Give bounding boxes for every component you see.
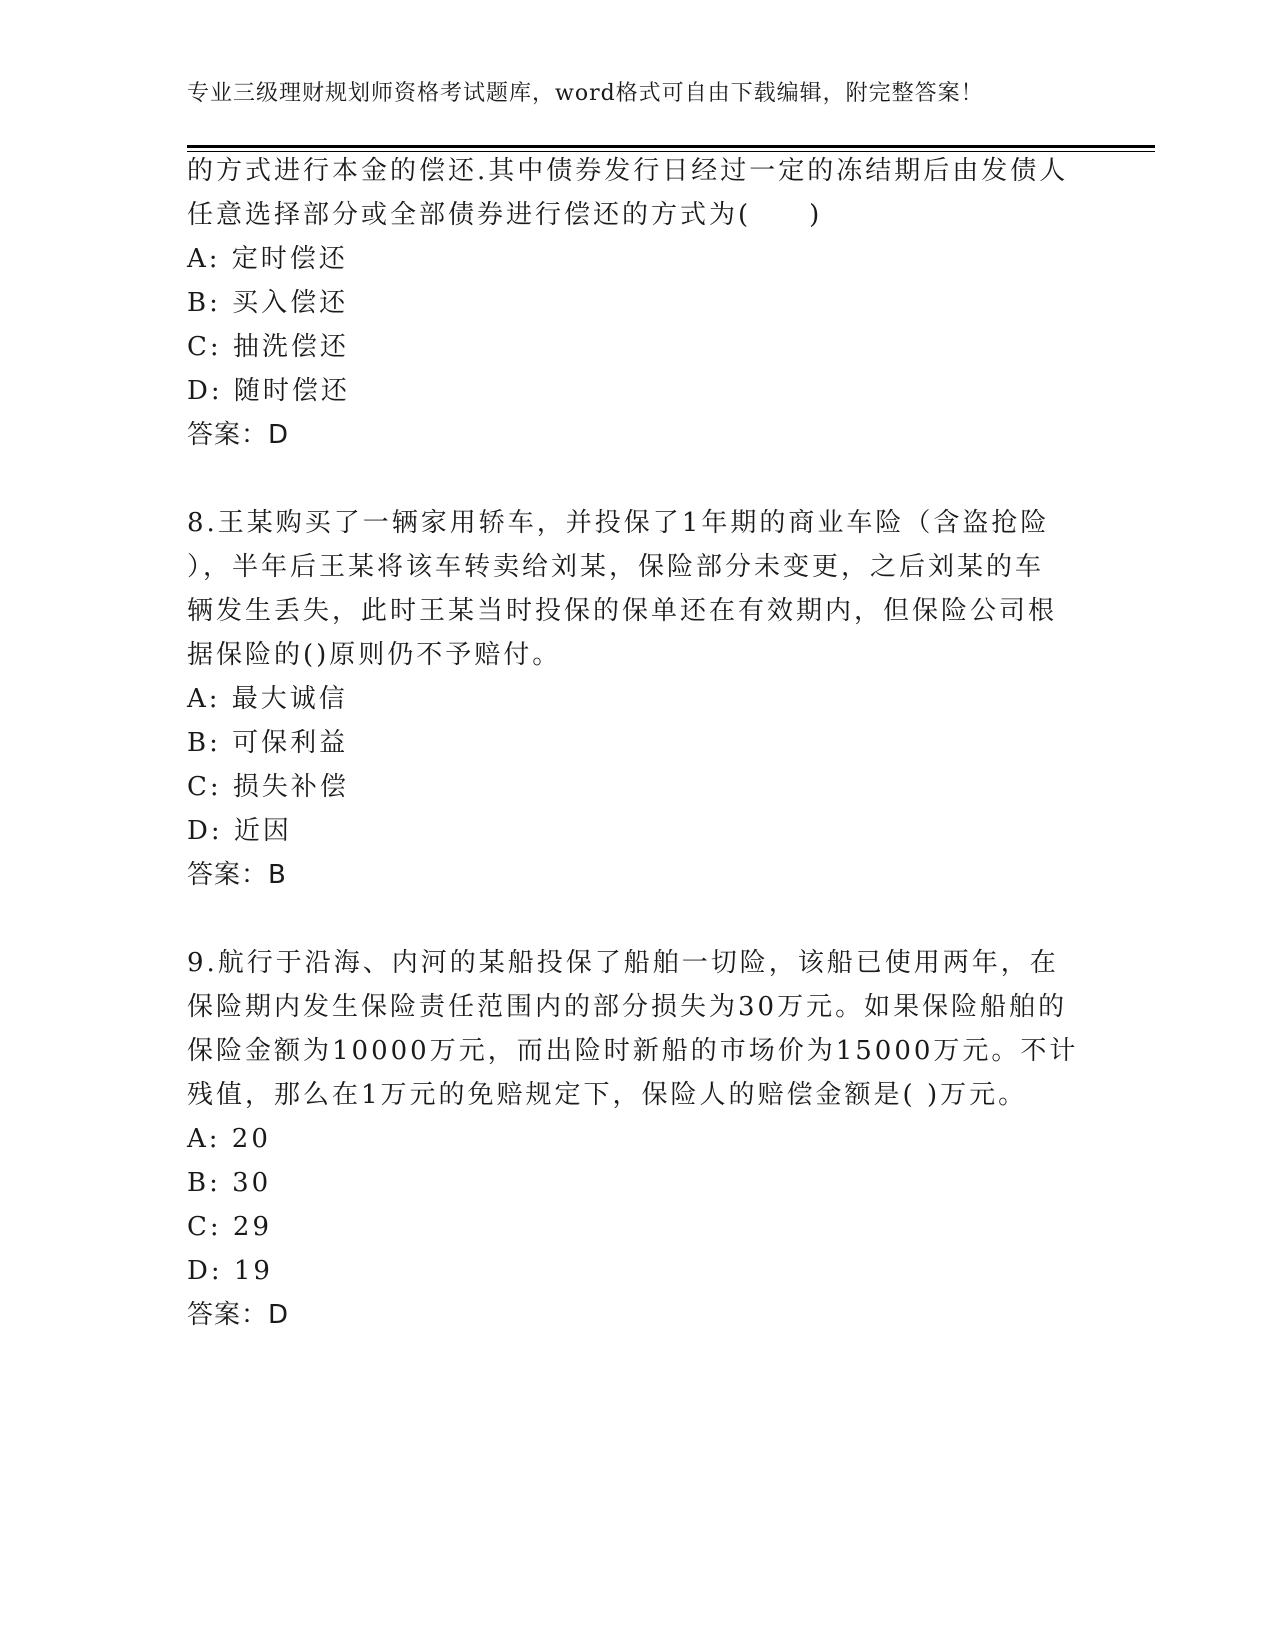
q9-stem-line: 残值，那么在1万元的免赔规定下，保险人的赔偿金额是( )万元。 bbox=[187, 1080, 1028, 1110]
q7-option-c: C: 抽洗偿还 bbox=[187, 332, 349, 362]
q8-answer: 答案：B bbox=[187, 860, 287, 890]
q8-stem-line: 辆发生丢失，此时王某当时投保的保单还在有效期内，但保险公司根 bbox=[187, 596, 1058, 626]
q9-stem-line: 保险期内发生保险责任范围内的部分损失为30万元。如果保险船舶的 bbox=[187, 992, 1068, 1022]
q9-stem-line: 9.航行于沿海、内河的某船投保了船舶一切险，该船已使用两年，在 bbox=[187, 948, 1059, 978]
q7-option-a: A: 定时偿还 bbox=[187, 244, 348, 274]
q9-stem-line: 保险金额为10000万元，而出险时新船的市场价为15000万元。不计 bbox=[187, 1036, 1079, 1066]
q8-stem-line: 据保险的()原则仍不予赔付。 bbox=[187, 640, 562, 670]
q9-option-b: B: 30 bbox=[187, 1168, 272, 1198]
q8-stem-line: ），半年后王某将该车转卖给刘某，保险部分未变更，之后刘某的车 bbox=[187, 552, 1045, 582]
q7-answer: 答案：D bbox=[187, 420, 290, 450]
q8-option-c: C: 损失补偿 bbox=[187, 772, 349, 802]
q8-option-b: B: 可保利益 bbox=[187, 728, 349, 758]
q8-option-d: D: 近因 bbox=[187, 816, 292, 846]
q8-stem-line: 8.王某购买了一辆家用轿车，并投保了1年期的商业车险（含盗抢险 bbox=[187, 508, 1050, 538]
q7-option-d: D: 随时偿还 bbox=[187, 376, 350, 406]
q9-option-d: D: 19 bbox=[187, 1256, 273, 1286]
q9-option-a: A: 20 bbox=[187, 1124, 271, 1154]
header-rule-thick bbox=[187, 145, 1155, 148]
q8-option-a: A: 最大诚信 bbox=[187, 684, 348, 714]
header-rule-thin bbox=[187, 151, 1155, 152]
q9-answer: 答案：D bbox=[187, 1300, 290, 1330]
q7-stem-line: 的方式进行本金的偿还.其中债券发行日经过一定的冻结期后由发债人 bbox=[187, 156, 1069, 186]
q7-stem-line: 任意选择部分或全部债券进行偿还的方式为( ) bbox=[187, 200, 823, 230]
q9-option-c: C: 29 bbox=[187, 1212, 273, 1242]
q7-option-b: B: 买入偿还 bbox=[187, 288, 349, 318]
page-header: 专业三级理财规划师资格考试题库，word格式可自由下载编辑，附完整答案！ bbox=[187, 81, 984, 106]
